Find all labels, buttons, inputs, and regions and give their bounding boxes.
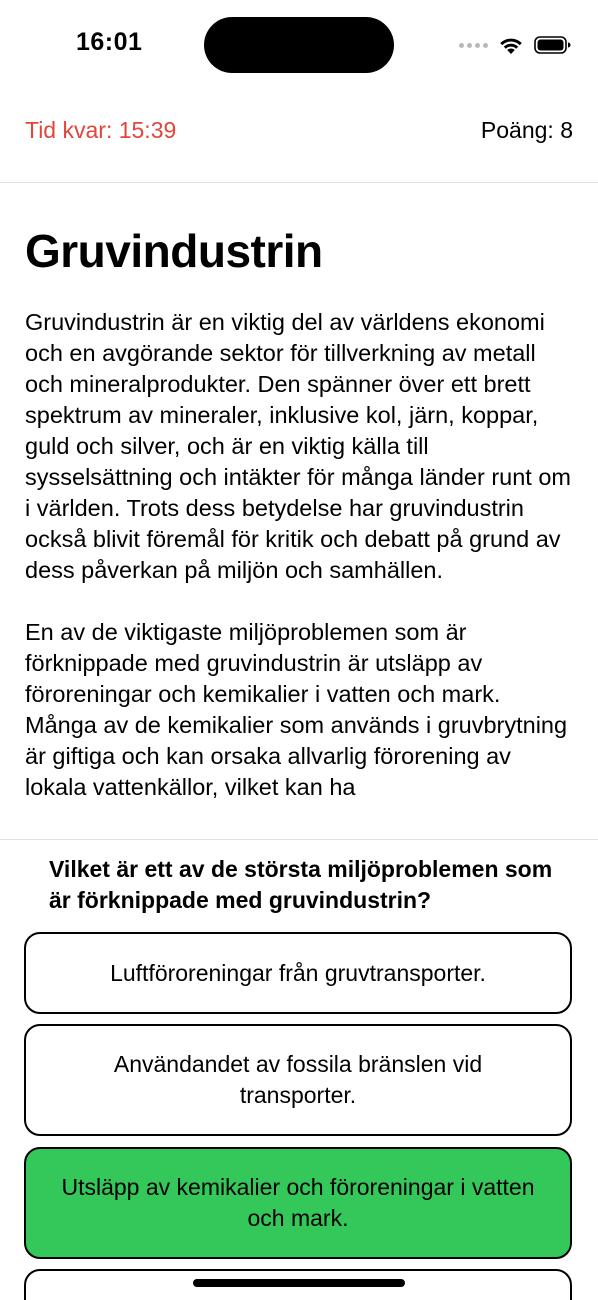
article-body <box>25 307 577 834</box>
article-title: Gruvindustrin <box>25 225 323 277</box>
score-label: Poäng: 8 <box>480 117 573 143</box>
answer-button-3-correct[interactable]: Utsläpp av kemikalier och föroreningar i vatten och mark. <box>24 1147 572 1259</box>
wifi-icon <box>498 35 524 55</box>
article-paragraph: Gruvindustrin är en viktig del av världens ekonomi och en avgörande sektor för tillverkning av metall och mineralprodukter. Den spänner över ett brett spektrum av mineraler, inklusive kol, järn, koppar, guld och silver, och är en viktig källa till sysselsättning och intäkter för många länder runt om i världen. Trots dess betydelse har gruvindustrin också blivit föremål för kritik och debatt på grund av dess påverkan på miljön och samhällen. <box>25 309 571 583</box>
question-text: Vilket är ett av de största miljöproblemen som är förknippade med gruvindustrin? <box>49 856 553 913</box>
article-scroll-view[interactable] <box>0 183 598 839</box>
answer-button-2[interactable]: Användandet av fossila bränslen vid transporter. <box>24 1024 572 1136</box>
time-left-label: Tid kvar: 15:39 <box>25 117 177 143</box>
article-paragraph: En av de viktigaste miljöproblemen som är förknippade med gruvindustrin är utsläpp av föroreningar och kemikalier i vatten och mark. Många av de kemikalier som används i gruvbrytning är giftiga och kan orsaka allvarlig förorening av lokala vattenkällor, vilket kan ha <box>25 619 568 800</box>
answer-button-1[interactable]: Luftföroreningar från gruvtransporter. <box>24 932 572 1014</box>
home-indicator <box>193 1279 405 1287</box>
status-icons <box>459 33 572 57</box>
cellular-signal-icon <box>459 43 488 48</box>
status-bar <box>0 0 598 90</box>
question-panel <box>0 839 598 1300</box>
quiz-header <box>0 100 598 183</box>
battery-icon <box>534 35 572 55</box>
dynamic-island <box>204 17 394 73</box>
status-time: 16:01 <box>76 28 143 56</box>
